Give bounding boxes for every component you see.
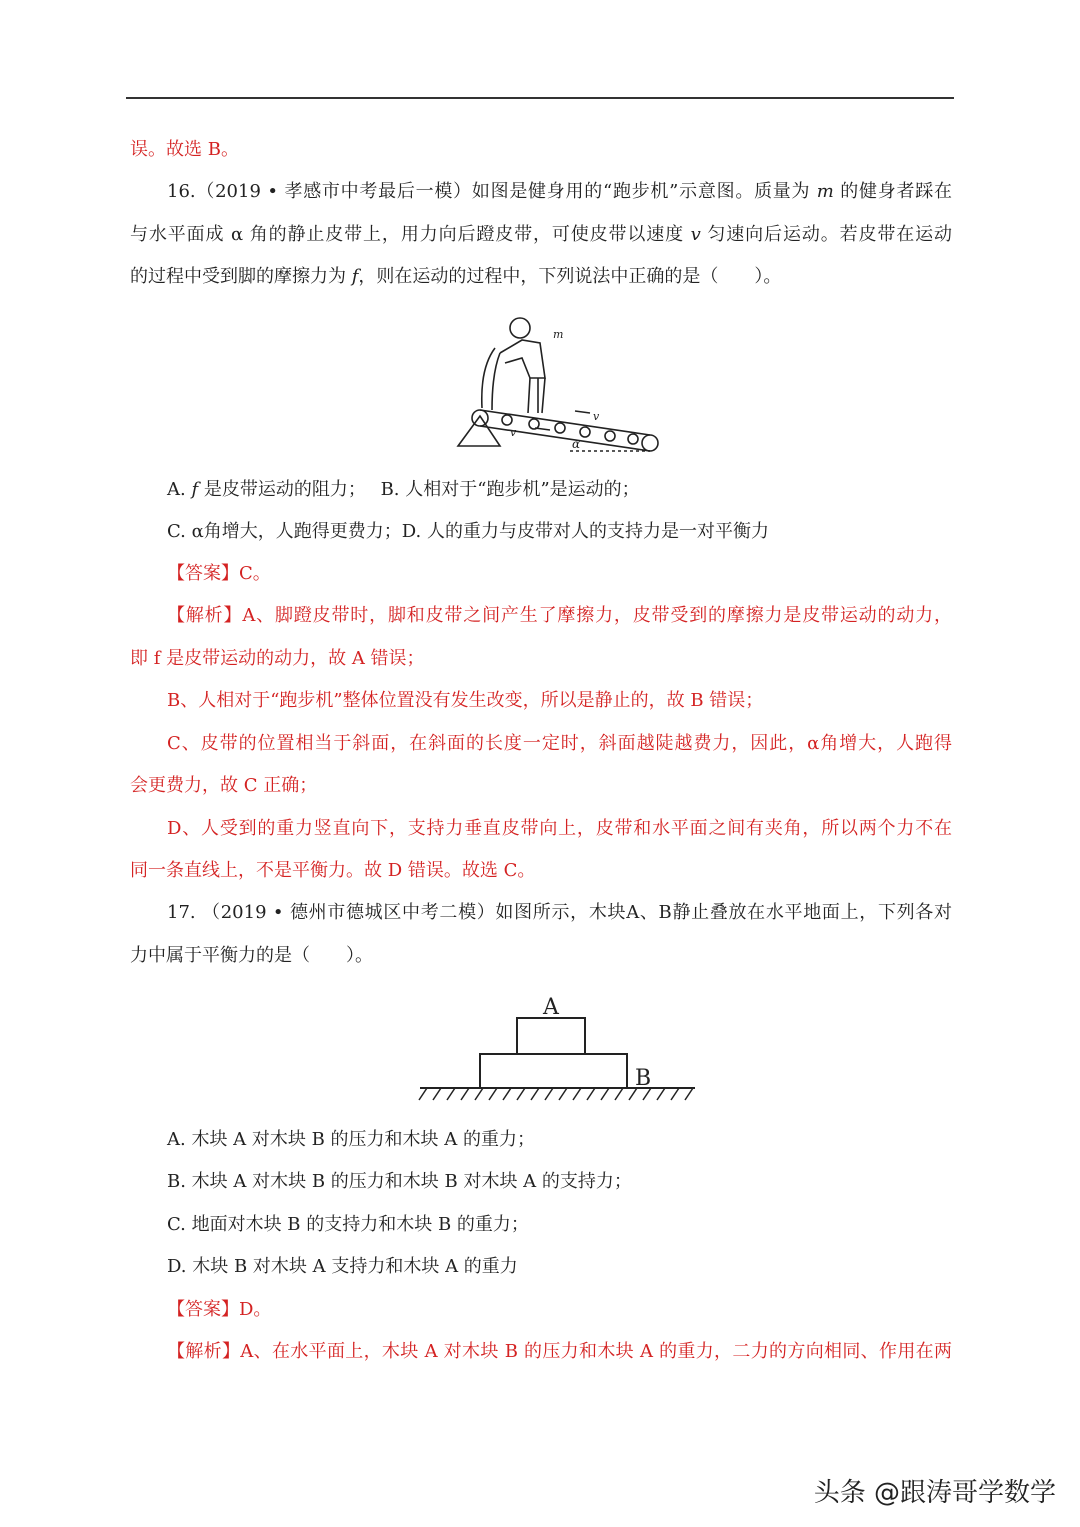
q17-option-c: C. 地面对木块 B 的支持力和木块 B 的重力； <box>167 1214 529 1235</box>
q16-stem-line3: 的过程中受到脚的摩擦力为 f，则在运动的过程中，下列说法中正确的是（ ）。 <box>130 266 782 287</box>
q16-options-line2: C. α角增大，人跑得更费力；D. 人的重力与皮带对人的支持力是一对平衡力 <box>167 521 769 542</box>
q17-option-a: A. 木块 A 对木块 B 的压力和木块 A 的重力； <box>167 1129 535 1150</box>
mass-label: m <box>553 328 564 341</box>
ground-hatch <box>573 1088 581 1100</box>
ground-hatch <box>587 1088 595 1100</box>
q17-stem-line2: 力中属于平衡力的是（ ）。 <box>130 945 373 966</box>
q16-analysis-line: C、皮带的位置相当于斜面，在斜面的长度一定时，斜面越陡越费力，因此，α角增大，人跑得 <box>167 733 952 754</box>
ground-hatch <box>545 1088 553 1100</box>
ground-hatch <box>671 1088 679 1100</box>
q16-analysis-line: 【解析】A、脚蹬皮带时，脚和皮带之间产生了摩擦力，皮带受到的摩擦力是皮带运动的动力， <box>167 605 952 626</box>
treadmill-figure <box>450 308 665 454</box>
blocks-figure <box>415 990 700 1105</box>
q16-answer: 【答案】C。 <box>167 563 271 584</box>
q17-option-b: B. 木块 A 对木块 B 的压力和木块 B 对木块 A 的支持力； <box>167 1171 632 1192</box>
q17-answer: 【答案】D。 <box>167 1299 272 1320</box>
ground-hatch <box>489 1088 497 1100</box>
q16-analysis-line: D、人受到的重力竖直向下，支持力垂直皮带向上，皮带和水平面之间有夹角，所以两个力不在 <box>167 818 952 839</box>
q16-stem-line1: 16.（2019 • 孝感市中考最后一模）如图是健身用的“跑步机”示意图。质量为 m 的健身者踩在 <box>167 181 952 202</box>
q16-analysis-line: B、人相对于“跑步机”整体位置没有发生改变，所以是静止的，故 B 错误； <box>167 690 764 711</box>
ground-hatch <box>531 1088 539 1100</box>
q17-stem-line1: 17. （2019 • 德州市德城区中考二模）如图所示，木块A、B静止叠放在水平地面上，下列各对 <box>167 902 952 923</box>
block-a-label: A <box>543 995 559 1020</box>
header-rule <box>126 97 954 99</box>
ground-hatch <box>657 1088 665 1100</box>
block-b-label: B <box>635 1066 652 1091</box>
velocity-label-top: v <box>593 410 600 423</box>
q16-options-line1: A. f 是皮带运动的阻力； B. 人相对于“跑步机”是运动的； <box>167 479 640 500</box>
ground-hatch <box>559 1088 567 1100</box>
q16-analysis-line: 同一条直线上，不是平衡力。故 D 错误。故选 C。 <box>130 860 536 881</box>
ground-hatch <box>601 1088 609 1100</box>
ground-hatch <box>685 1088 693 1100</box>
ground-hatch <box>517 1088 525 1100</box>
velocity-label-bottom: v <box>510 426 517 439</box>
q17-option-d: D. 木块 B 对木块 A 支持力和木块 A 的重力 <box>167 1256 518 1277</box>
ground-hatch <box>433 1088 441 1100</box>
ground-hatch <box>447 1088 455 1100</box>
q17-analysis-line: 【解析】A、在水平面上，木块 A 对木块 B 的压力和木块 A 的重力，二力的方向相同、作用在两 <box>167 1341 952 1362</box>
previous-answer-end: 误。故选 B。 <box>130 139 239 160</box>
q16-stem-line2: 与水平面成 α 角的静止皮带上，用力向后蹬皮带，可使皮带以速度 v 匀速向后运动。若皮带在运动 <box>130 224 952 245</box>
q16-analysis-line: 即 f 是皮带运动的动力，故 A 错误； <box>130 648 425 669</box>
watermark: 头条 @跟涛哥学数学 <box>813 1478 1056 1508</box>
ground-hatch <box>419 1088 427 1100</box>
ground-hatch <box>503 1088 511 1100</box>
ground-hatch <box>615 1088 623 1100</box>
ground-hatch <box>461 1088 469 1100</box>
ground-hatch <box>475 1088 483 1100</box>
q16-analysis-line: 会更费力，故 C 正确； <box>130 775 318 796</box>
angle-label: α <box>572 437 581 451</box>
